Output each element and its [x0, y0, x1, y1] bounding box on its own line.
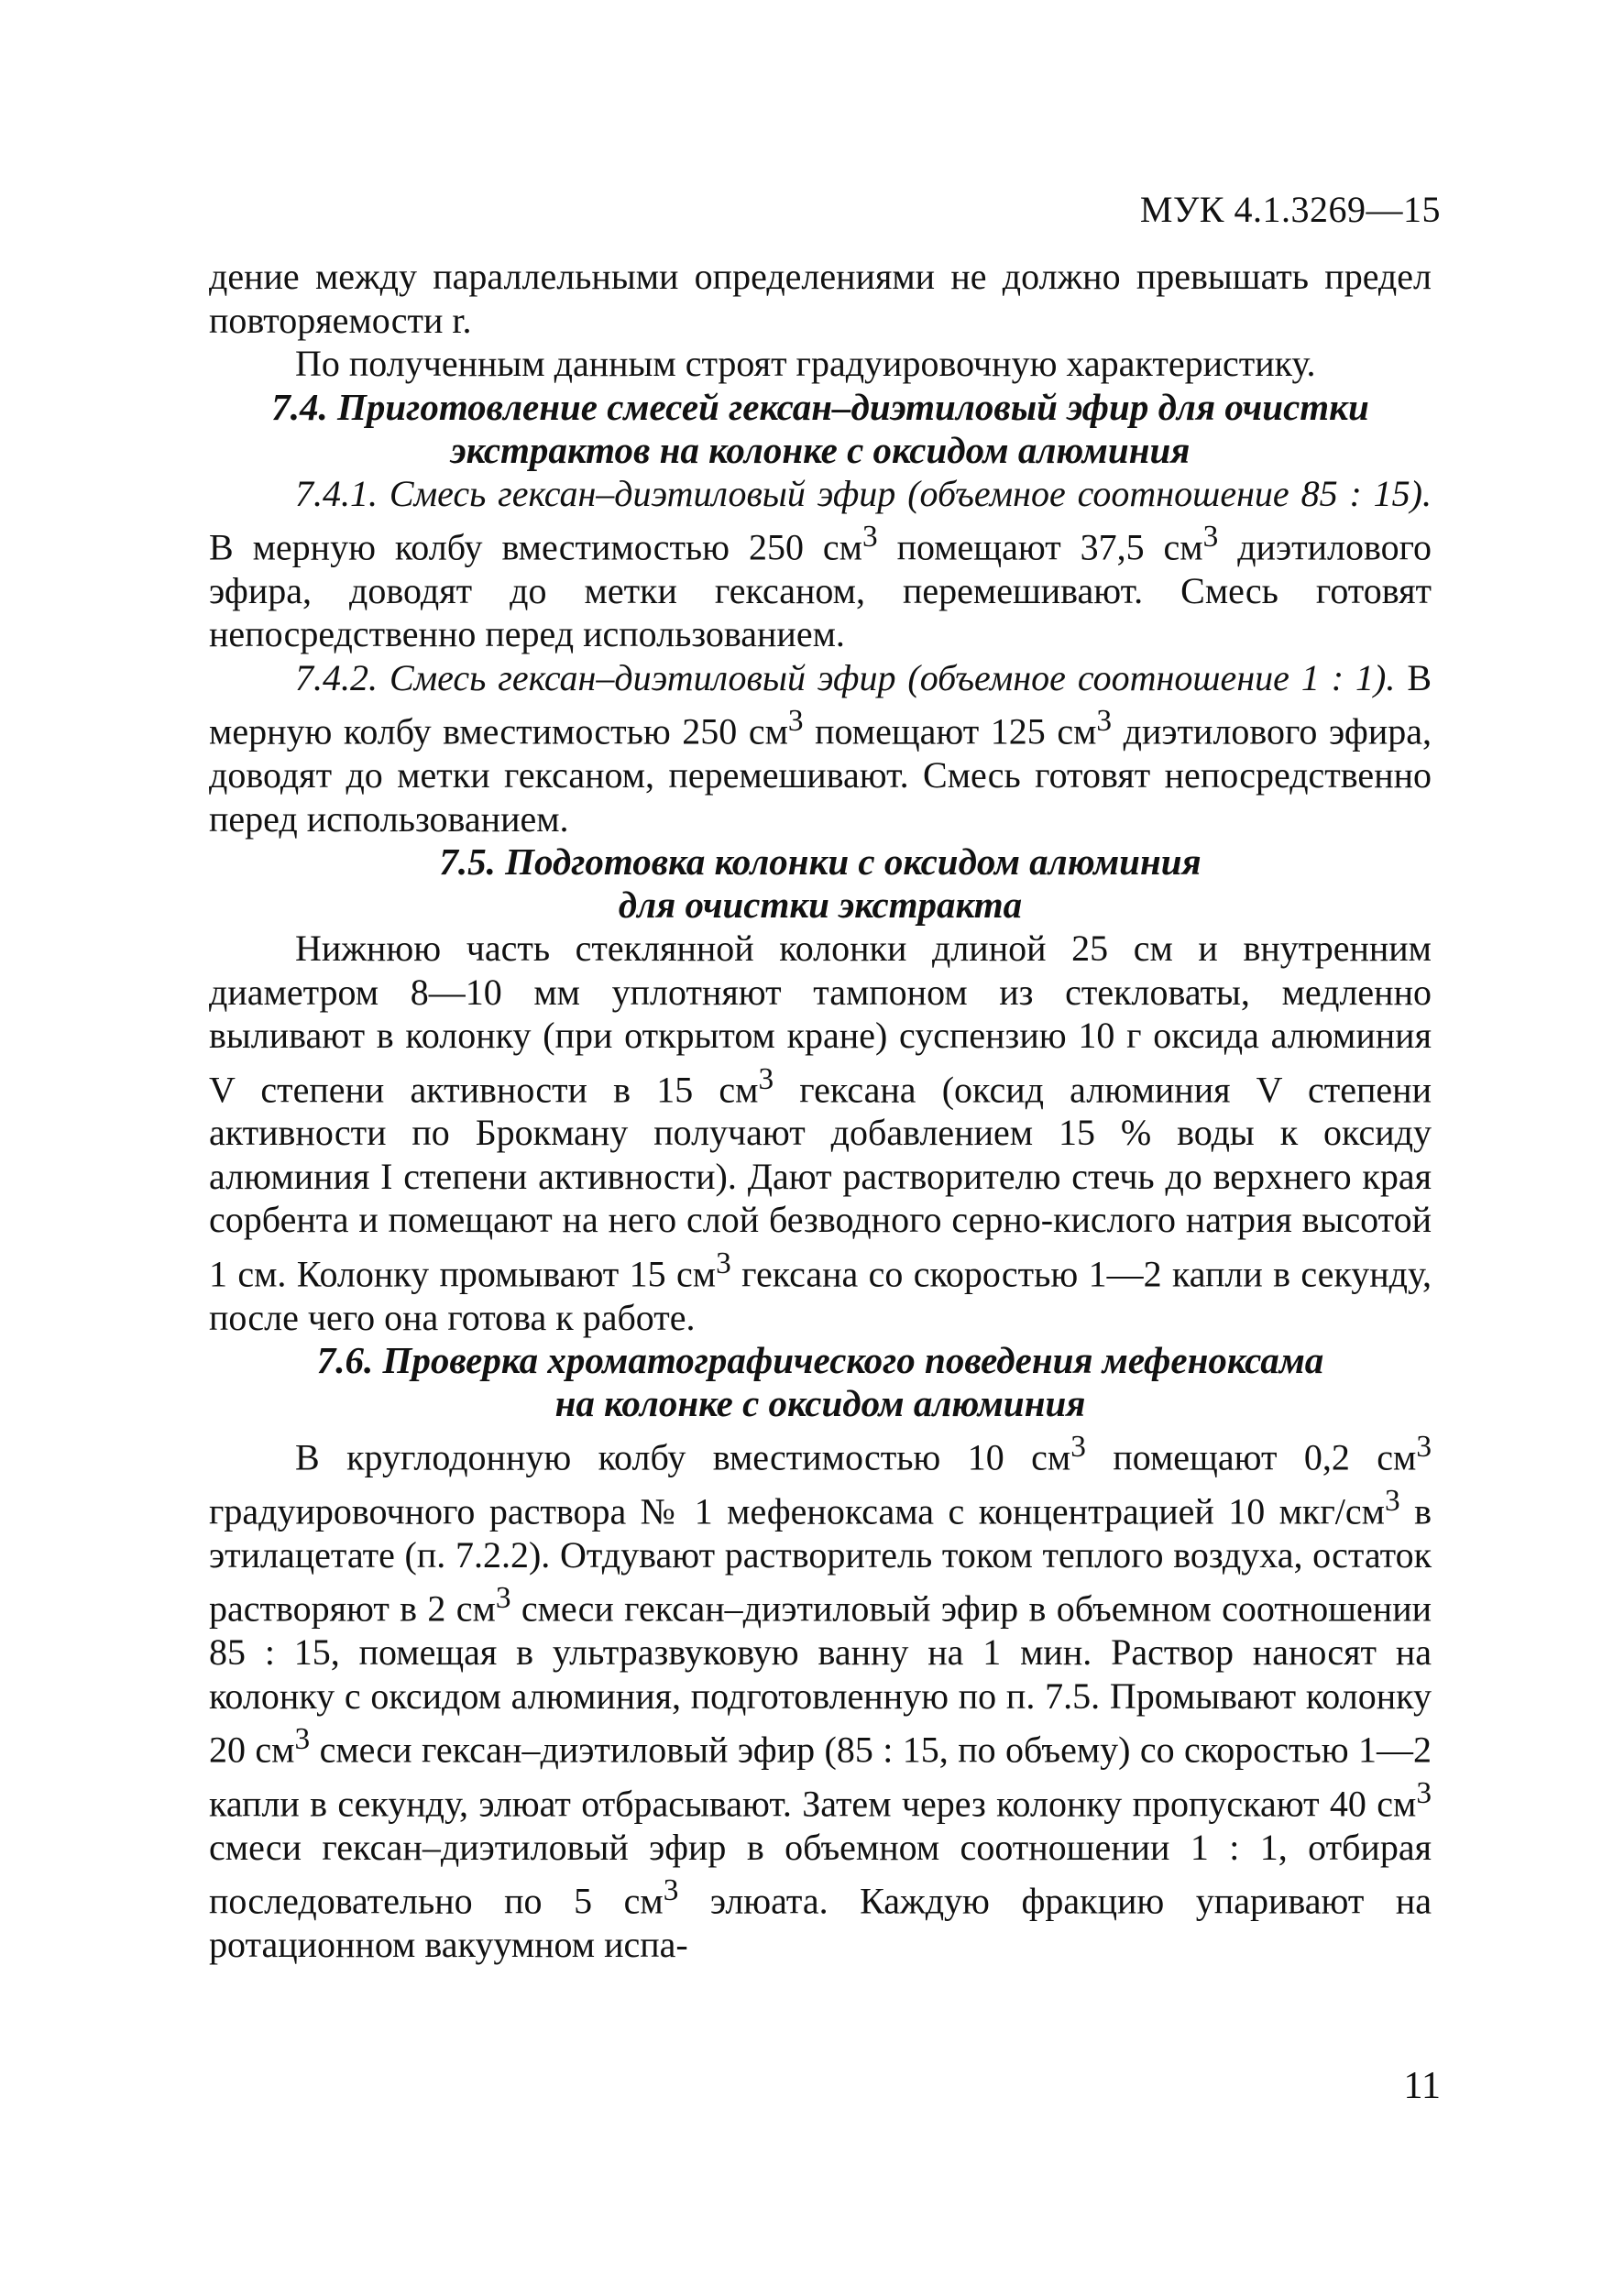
document-body [209, 255, 1432, 1967]
text-run: градуировочного раствора № 1 мефеноксама с концентрацией 10 мкг/см [209, 1490, 1385, 1532]
superscript: 3 [861, 520, 878, 554]
superscript: 3 [663, 1873, 679, 1908]
paragraph-7-5 [209, 927, 1432, 1339]
superscript: 3 [1416, 1430, 1432, 1465]
text-run: В круглодонную колбу вместимостью 10 см [295, 1436, 1071, 1478]
document-code-header: МУК 4.1.3269—15 [1139, 189, 1441, 230]
superscript: 3 [294, 1722, 311, 1757]
text-run: элюата. Каждую фракцию упаривают на ротационном вакуумном испа- [209, 1880, 1432, 1966]
text-run: Нижнюю часть стеклянной колонки длиной 25 см и внутренним диаметром 8—10 мм уплотняют тампоном из стекловаты, медленно выливают в колонку (при открытом кране) суспензию 10 г оксида алюминия V степени активности в 15 см [209, 928, 1432, 1110]
paragraph-7-4-2 [209, 656, 1432, 840]
text-run: помещают 37,5 см [877, 526, 1203, 568]
text-run: В мерную колбу вместимостью 250 см [209, 526, 862, 568]
text-run: гексана (оксид алюминия V степени активности по Брокману получают добавлением 15 % воды к оксиду алюминия I степени активности). Дают растворителю стечь до верхнего края сорбента и помещают на него слой безводного серно-кислого натрия высотой 1 см. Колонку промывают 15 см [209, 1068, 1432, 1295]
paragraph-calibration: По полученным данным строят градуировочную характеристику. [295, 343, 1316, 384]
superscript: 3 [787, 704, 804, 739]
superscript: 3 [1416, 1776, 1432, 1811]
superscript: 3 [495, 1581, 511, 1616]
superscript: 3 [716, 1246, 731, 1280]
text-run: смеси гексан–диэтиловый эфир (85 : 15, по объему) со скоростью 1—2 капли в секунду, элюат отбрасывают. Затем через колонку пропускают 40 см [209, 1729, 1432, 1825]
section-heading-7-5 [209, 840, 1432, 927]
subsection-lead-7-4-2: 7.4.2. Смесь гексан–диэтиловый эфир (объемное соотношение 1 : 1). [295, 656, 1396, 698]
superscript: 3 [758, 1061, 774, 1096]
text-run: гексана со скоростью 1—2 капли в секунду, после чего она готова к работе. [209, 1253, 1432, 1338]
page-number: 11 [1403, 2065, 1441, 2107]
subsection-lead-7-4-1: 7.4.1. Смесь гексан–диэтиловый эфир (объемное соотношение 85 : 15). [295, 472, 1432, 514]
text-run: смеси гексан–диэтиловый эфир в объемном соотношении 1 : 1, отбирая последовательно по 5 см [209, 1826, 1432, 1922]
superscript: 3 [1385, 1484, 1400, 1519]
text-run: в этилацетате (п. 7.2.2). Отдувают растворитель током теплого воздуха, остаток растворяют в 2 см [209, 1490, 1432, 1630]
text-run: смеси гексан–диэтиловый эфир в объемном соотношении 85 : 15, помещая в ультразвуковую ванну на 1 мин. Раствор наносят на колонку с оксидом алюминия, подготовленную по п. 7.5. Промывают колонку 20 см [209, 1587, 1432, 1771]
heading-line: 7.6. Проверка хроматографического поведения мефеноксама [316, 1339, 1324, 1382]
superscript: 3 [1070, 1430, 1086, 1465]
heading-line: 7.5. Подготовка колонки с оксидом алюминия [439, 840, 1202, 884]
text-run: помещают 0,2 см [1085, 1436, 1417, 1478]
superscript: 3 [1096, 704, 1113, 739]
text-run: помещают 125 см [803, 710, 1097, 752]
text-run: диэтилового эфира, доводят до метки гексаном, перемешивают. Смесь готовят непосредственно перед использованием. [209, 710, 1432, 840]
paragraph-7-6 [209, 1425, 1432, 1966]
heading-line: для очистки экстракта [618, 884, 1023, 927]
text-run: В мерную колбу вместимостью 250 см [209, 656, 1432, 752]
paragraph-continuation: дение между параллельными определениями не должно превышать предел повторяемости r. [209, 256, 1432, 341]
section-heading-7-6 [209, 1339, 1432, 1425]
paragraph-7-4-1 [209, 472, 1432, 656]
section-heading-7-4: 7.4. Приготовление смесей гексан–диэтиловый эфир для очистки экстрактов на колонке с оксидом алюминия [271, 385, 1369, 471]
superscript: 3 [1202, 520, 1219, 554]
heading-line: на колонке с оксидом алюминия [554, 1382, 1086, 1425]
text-run: диэтилового эфира, доводят до метки гексаном, перемешивают. Смесь готовят непосредственно перед использованием. [209, 526, 1432, 655]
